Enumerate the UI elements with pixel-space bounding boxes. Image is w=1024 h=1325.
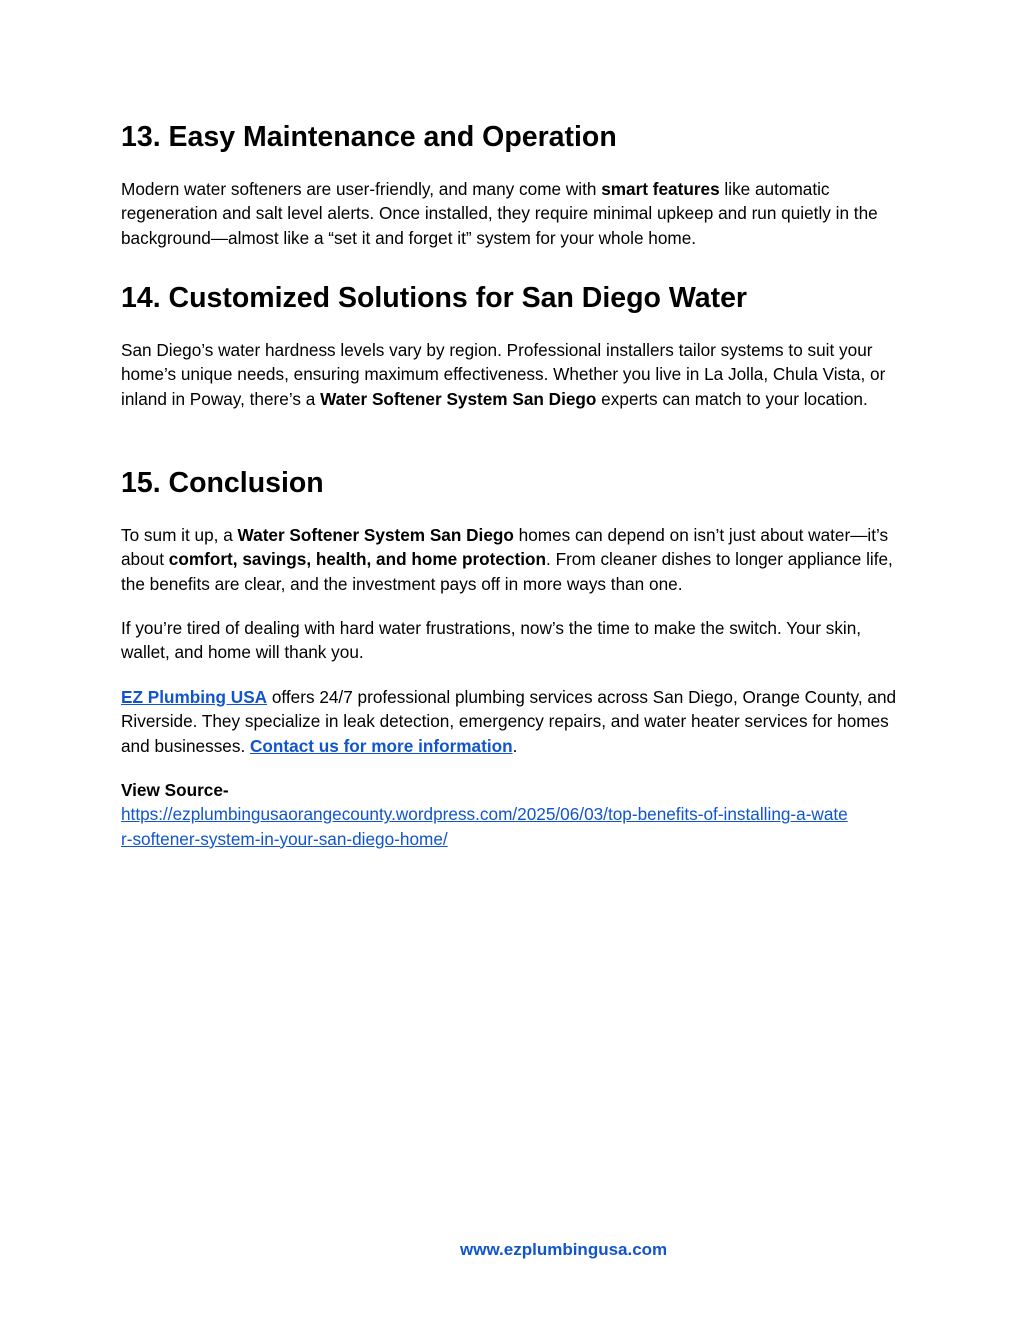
heading-conclusion: 15. Conclusion bbox=[121, 467, 324, 499]
paragraph-company-info bbox=[121, 685, 906, 758]
source-url-link[interactable] bbox=[121, 802, 906, 851]
text: homes can depend on isn’t just about water—it’s about bbox=[121, 525, 889, 570]
text: experts can match to your location. bbox=[596, 388, 868, 409]
paragraph-customized-solutions bbox=[121, 338, 906, 411]
view-source-label: View Source- bbox=[121, 780, 229, 800]
bold-text-water-softener: Water Softener System San Diego bbox=[237, 525, 514, 545]
text: . From cleaner dishes to longer appliance life, the benefits are clear, and the investment pays off in more ways than one. bbox=[121, 549, 893, 594]
text: San Diego’s water hardness levels vary by region. Professional installers tailor systems to suit your home’s unique needs, ensuring maximum effectiveness. Whether you live in La Jolla, Chula Vista, or inland in Poway, there’s a bbox=[121, 340, 886, 409]
source-url-line-1: https://ezplumbingusaorangecounty.wordpress.com/2025/06/03/top-benefits-of-installing-a-wate bbox=[121, 804, 848, 825]
view-source-block bbox=[121, 778, 906, 851]
paragraph-call-to-action: If you’re tired of dealing with hard water frustrations, now’s the time to make the switch. Your skin, wallet, and home will thank you. bbox=[121, 618, 862, 663]
heading-easy-maintenance: 13. Easy Maintenance and Operation bbox=[121, 121, 617, 153]
paragraph-easy-maintenance bbox=[121, 177, 906, 250]
text: To sum it up, a bbox=[121, 525, 238, 545]
bold-text-water-softener: Water Softener System San Diego bbox=[320, 388, 597, 409]
bold-text-smart-features: smart features bbox=[601, 179, 720, 199]
bold-text-benefits: comfort, savings, health, and home protection bbox=[168, 549, 547, 570]
text: like automatic regeneration and salt level alerts. Once installed, they require minimal upkeep and run quietly in the background—almost like a “set it and forget it” system for your whole home. bbox=[121, 179, 878, 248]
text: Modern water softeners are user-friendly, and many come with bbox=[121, 179, 602, 199]
text: . bbox=[512, 735, 518, 756]
ez-plumbing-link[interactable]: EZ Plumbing USA bbox=[121, 687, 268, 707]
footer-website: www.ezplumbingusa.com bbox=[460, 1240, 668, 1259]
paragraph-conclusion-summary bbox=[121, 523, 906, 596]
text: offers 24/7 professional plumbing services across San Diego, Orange County, and Riverside. They specialize in leak detection, emergency repairs, and water heater services for homes and businesses. bbox=[121, 687, 897, 756]
source-url-line-2: r-softener-system-in-your-san-diego-home/ bbox=[121, 828, 448, 849]
contact-us-link[interactable]: Contact us for more information bbox=[250, 735, 513, 756]
heading-customized-solutions: 14. Customized Solutions for San Diego Water bbox=[121, 282, 748, 314]
